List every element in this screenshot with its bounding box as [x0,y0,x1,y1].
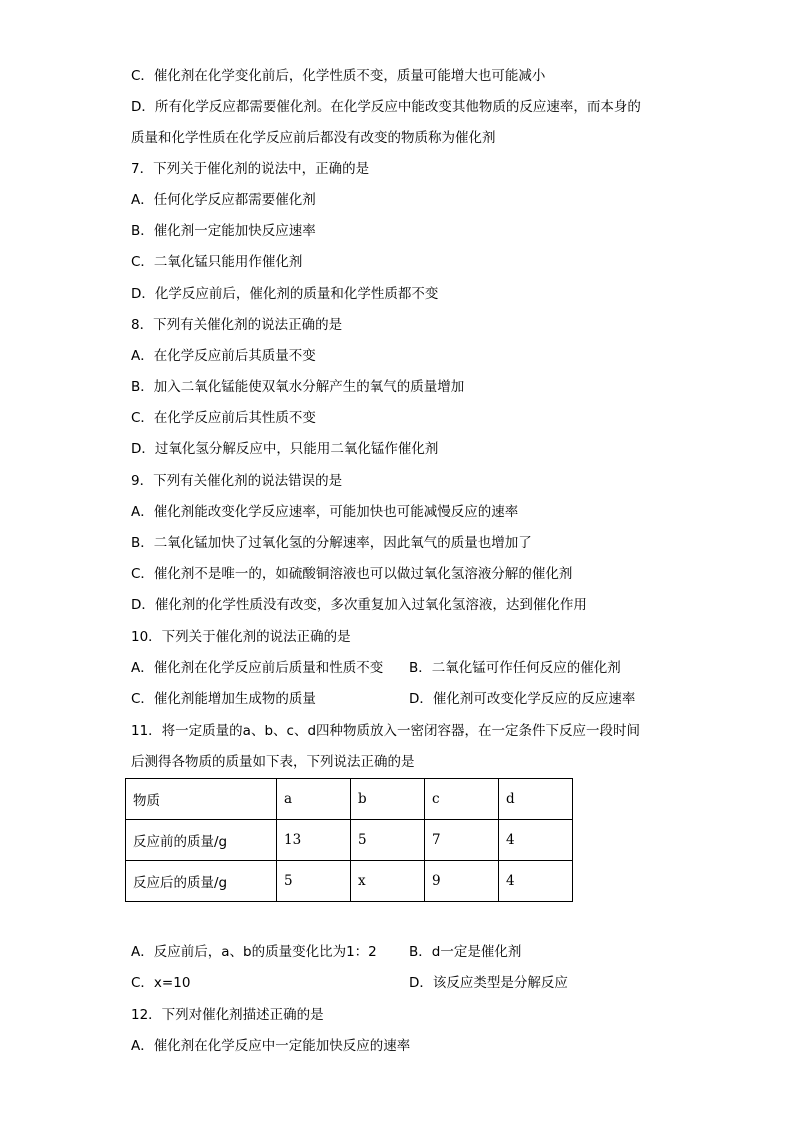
q10-option-c: C．催化剂能增加生成物的质量 [131,691,316,707]
q7-option-a: A．任何化学反应都需要催化剂 [131,192,316,208]
table-cell: 9 [425,861,499,902]
q7-option-c: C．二氧化锰只能用作催化剂 [131,254,303,270]
table-cell: 5 [351,820,425,861]
table-cell: d [499,779,573,820]
table-cell: 物质 [126,779,277,820]
q9-option-d: D．催化剂的化学性质没有改变，多次重复加入过氧化氢溶液，达到催化作用 [131,597,587,613]
q6-option-d: D．所有化学反应都需要催化剂。在化学反应中能改变其他物质的反应速率，而本身的 [131,99,641,115]
q11-option-b: B．d一定是催化剂 [409,944,522,960]
q8-stem: 8．下列有关催化剂的说法正确的是 [131,317,343,333]
q11-option-a: A．反应前后，a、b的质量变化比为1：2 [131,944,377,960]
q11-options-row-2 [131,973,568,993]
table-row [126,861,573,902]
table-cell: b [351,779,425,820]
q7-option-d: D．化学反应前后，催化剂的质量和化学性质都不变 [131,286,439,302]
table-cell: c [425,779,499,820]
q10-options-row-2 [131,689,636,709]
q10-stem: 10．下列关于催化剂的说法正确的是 [131,629,351,645]
table-cell: a [277,779,351,820]
table-cell: 4 [499,861,573,902]
q12-option-a: A．催化剂在化学反应中一定能加快反应的速率 [131,1038,411,1054]
q11-option-d: D．该反应类型是分解反应 [409,975,568,991]
q12-stem: 12．下列对催化剂描述正确的是 [131,1007,324,1023]
q11-options-row-1 [131,942,522,962]
q8-option-c: C．在化学反应前后其性质不变 [131,410,316,426]
q11-stem-continued: 后测得各物质的质量如下表，下列说法正确的是 [131,754,415,770]
q9-option-c: C．催化剂不是唯一的，如硫酸铜溶液也可以做过氧化氢溶液分解的催化剂 [131,566,573,582]
table-cell: 反应后的质量/g [126,861,277,902]
table-cell: 5 [277,861,351,902]
q7-stem: 7．下列关于催化剂的说法中，正确的是 [131,161,370,177]
q11-stem: 11．将一定质量的a、b、c、d四种物质放入一密闭容器，在一定条件下反应一段时间 [131,723,641,739]
table-cell: 4 [499,820,573,861]
q10-option-b: B．二氧化锰可作任何反应的催化剂 [409,660,621,676]
q9-option-b: B．二氧化锰加快了过氧化氢的分解速率，因此氧气的质量也增加了 [131,535,532,551]
q8-option-d: D．过氧化氢分解反应中，只能用二氧化锰作催化剂 [131,441,439,457]
q9-option-a: A．催化剂能改变化学反应速率，可能加快也可能减慢反应的速率 [131,504,519,520]
q8-option-a: A．在化学反应前后其质量不变 [131,348,316,364]
table-row [126,779,573,820]
q11-option-c: C．x=10 [131,975,191,991]
q9-stem: 9．下列有关催化剂的说法错误的是 [131,473,343,489]
table-cell: 反应前的质量/g [126,820,277,861]
table-cell: 7 [425,820,499,861]
q7-option-b: B．催化剂一定能加快反应速率 [131,223,316,239]
q10-options-row-1 [131,658,621,678]
table-cell: x [351,861,425,902]
q6-option-d-continued: 质量和化学性质在化学反应前后都没有改变的物质称为催化剂 [131,130,496,146]
mass-table [125,778,573,902]
table-row [126,820,573,861]
q8-option-b: B．加入二氧化锰能使双氧水分解产生的氧气的质量增加 [131,379,465,395]
table-cell: 13 [277,820,351,861]
q6-option-c: C．催化剂在化学变化前后，化学性质不变，质量可能增大也可能减小 [131,68,546,84]
q10-option-a: A．催化剂在化学反应前后质量和性质不变 [131,660,384,676]
q10-option-d: D．催化剂可改变化学反应的反应速率 [409,691,636,707]
